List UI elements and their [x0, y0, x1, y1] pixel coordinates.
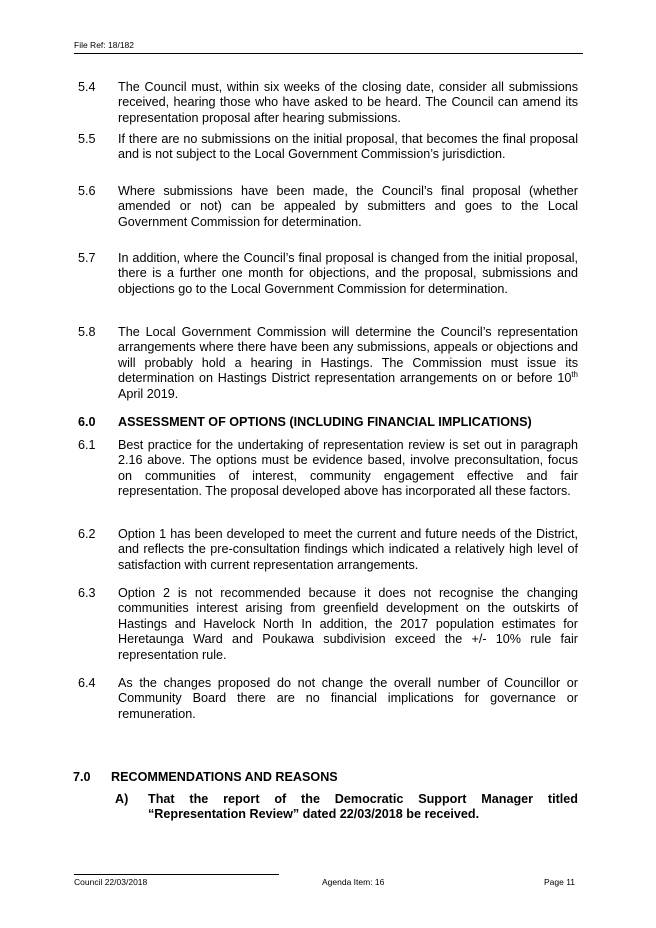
- paragraph-5-7: [78, 251, 578, 297]
- paragraph-text: As the changes proposed do not change the overall number of Councillor or Community Board there are no financial implications for governance or remuneration.: [118, 676, 578, 721]
- paragraph-number: 5.5: [78, 132, 96, 146]
- recommendation-text: [148, 792, 578, 823]
- footer-divider: [74, 874, 279, 875]
- section-heading-7: [73, 770, 573, 785]
- recommendation-text-start: That the report of the Democratic Support Manager titled “: [148, 792, 578, 822]
- paragraph-5-8: [78, 325, 578, 402]
- section-number: 7.0: [73, 770, 91, 784]
- paragraph-number: 5.8: [78, 325, 96, 339]
- footer-agenda-item: Agenda Item: 16: [322, 877, 385, 887]
- ordinal-suffix: th: [571, 370, 578, 380]
- paragraph-text: Option 1 has been developed to meet the current and future needs of the District, and reflects the pre-consultation findings which indicated a relatively high level of satisfaction with current representation arrangements.: [118, 527, 578, 572]
- report-title: Representation Review: [154, 807, 293, 822]
- paragraph-number: 6.3: [78, 586, 96, 600]
- recommendation-text-end: ” dated 22/03/2018 be received.: [292, 807, 480, 822]
- file-reference: File Ref: 18/182: [74, 40, 135, 50]
- section-title: RECOMMENDATIONS AND REASONS: [111, 770, 338, 784]
- recommendation-a: [115, 792, 578, 823]
- paragraph-6-3: [78, 586, 578, 663]
- paragraph-text: In addition, where the Council’s final proposal is changed from the initial proposal, there is a further one month for objections, and the proposal, submissions and objections go to the Local Government Commission for determination.: [118, 251, 578, 296]
- paragraph-6-2: [78, 527, 578, 573]
- paragraph-6-1: [78, 438, 578, 500]
- paragraph-number: 6.2: [78, 527, 96, 541]
- footer-meeting-date: Council 22/03/2018: [74, 877, 148, 887]
- paragraph-5-6: [78, 184, 578, 230]
- paragraph-text: The Council must, within six weeks of the closing date, consider all submissions received, hearing those who have asked to be heard. The Council can amend its representation proposal after hearing submissions.: [118, 80, 578, 125]
- recommendation-label: A): [115, 792, 129, 806]
- header-divider: [74, 53, 583, 54]
- paragraph-5-5: [78, 132, 578, 163]
- paragraph-5-4: [78, 80, 578, 126]
- footer-page-number: Page 11: [544, 877, 576, 887]
- paragraph-text: [118, 325, 578, 402]
- section-number: 6.0: [78, 415, 96, 429]
- paragraph-6-4: [78, 676, 578, 722]
- paragraph-number: 6.1: [78, 438, 96, 452]
- paragraph-text: Where submissions have been made, the Council’s final proposal (whether amended or not) can be appealed by submitters and goes to the Local Government Commission for determination.: [118, 184, 578, 229]
- paragraph-text-main: The Local Government Commission will determine the Council’s representation arrangements where there have been any submissions, appeals or objections and will probably hold a hearing in Hastings. The Commission must issue its determination on Hastings District representation arrangements on or before 10: [118, 325, 578, 386]
- paragraph-text: If there are no submissions on the initial proposal, that becomes the final proposal and is not subject to the Local Government Commission’s jurisdiction.: [118, 132, 578, 162]
- section-title: ASSESSMENT OF OPTIONS (INCLUDING FINANCIAL IMPLICATIONS): [118, 415, 532, 429]
- paragraph-text: Option 2 is not recommended because it does not recognise the changing communities interest arising from greenfield development on the outskirts of Hastings and Havelock North In addition, the 2017 population estimates for Heretaunga Ward and Poukawa subdivision exceed the +/- 10% rule fair representation rule.: [118, 586, 578, 662]
- paragraph-number: 5.7: [78, 251, 96, 265]
- paragraph-number: 6.4: [78, 676, 96, 690]
- paragraph-text: Best practice for the undertaking of representation review is set out in paragraph 2.16 above. The options must be evidence based, involve preconsultation, focus on communities of interest, community engagement effective and fair representation. The proposal developed above has incorporated all these factors.: [118, 438, 578, 499]
- paragraph-text-end: April 2019.: [118, 386, 179, 401]
- paragraph-number: 5.4: [78, 80, 96, 94]
- section-heading-6: [78, 415, 578, 430]
- paragraph-number: 5.6: [78, 184, 96, 198]
